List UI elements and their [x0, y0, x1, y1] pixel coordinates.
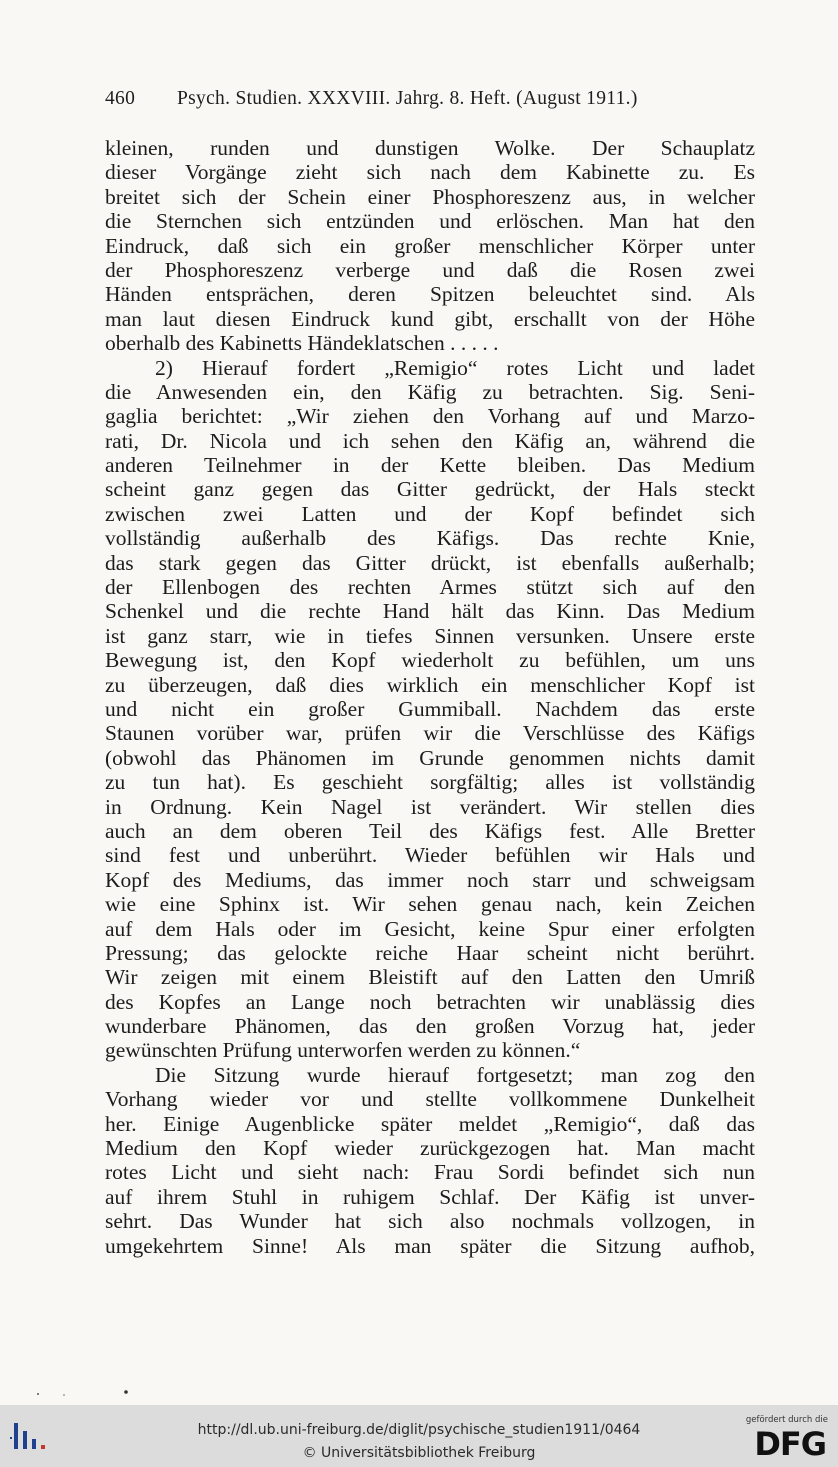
copyright-notice: © Universitätsbibliothek Freiburg — [302, 1445, 536, 1461]
text-line: in Ordnung. Kein Nagel ist verändert. Wir stellen dies — [105, 794, 755, 819]
text-line: Schenkel und die rechte Hand hält das Kinn. Das Medium — [105, 599, 755, 624]
text-line: breitet sich der Schein einer Phosphoreszenz aus, in welcher — [105, 184, 755, 209]
page-number: 460 — [105, 88, 136, 109]
text-line: oberhalb des Kabinetts Händeklatschen . . . . . — [105, 331, 499, 356]
text-line: Die Sitzung wurde hierauf fortgesetzt; man zog den — [155, 1062, 755, 1087]
text-line: auf ihrem Stuhl in ruhigem Schlaf. Der Käfig ist unver- — [105, 1184, 755, 1209]
text-line: auch an dem oberen Teil des Käfigs fest. Alle Bretter — [105, 818, 755, 843]
text-line: Händen entsprächen, deren Spitzen beleuchtet sind. Als — [105, 282, 755, 307]
text-line: ist ganz starr, wie in tiefes Sinnen versunken. Unsere erste — [105, 623, 755, 648]
text-line: und nicht ein großer Gummiball. Nachdem das erste — [105, 696, 755, 721]
text-line: Pressung; das gelockte reiche Haar scheint nicht berührt. — [105, 940, 755, 965]
text-line: auf dem Hals oder im Gesicht, keine Spur einer erfolgten — [105, 916, 755, 941]
text-line: Eindruck, daß sich ein großer menschlicher Körper unter — [105, 233, 755, 258]
text-line: Staunen vorüber war, prüfen wir die Verschlüsse des Käfigs — [105, 721, 755, 746]
text-line: rotes Licht und sieht nach: Frau Sordi befindet sich nun — [105, 1160, 755, 1185]
running-head — [105, 88, 755, 118]
text-line: vollständig außerhalb des Käfigs. Das rechte Knie, — [105, 526, 755, 551]
text-line: sehrt. Das Wunder hat sich also nochmals vollzogen, in — [105, 1209, 755, 1234]
text-line: Bewegung ist, den Kopf wiederholt zu befühlen, um uns — [105, 648, 755, 673]
text-line: zwischen zwei Latten und der Kopf befindet sich — [105, 501, 755, 526]
text-line: dieser Vorgänge zieht sich nach dem Kabinette zu. Es — [105, 160, 755, 185]
text-line: das stark gegen das Gitter drückt, ist ebenfalls außerhalb; — [105, 550, 755, 575]
text-line: der Phosphoreszenz verberge und daß die Rosen zwei — [105, 257, 755, 282]
scan-specks — [30, 1388, 150, 1398]
text-line: umgekehrtem Sinne! Als man später die Sitzung aufhob, — [105, 1233, 755, 1258]
viewer-footer — [0, 1405, 838, 1467]
text-line: gaglia berichtet: „Wir ziehen den Vorhang auf und Marzo- — [105, 404, 755, 429]
text-line: Vorhang wieder vor und stellte vollkommene Dunkelheit — [105, 1087, 755, 1112]
text-line: die Sternchen sich entzünden und erlöschen. Man hat den — [105, 209, 755, 234]
text-line: des Kopfes an Lange noch betrachten wir unablässig dies — [105, 989, 755, 1014]
text-line: gewünschten Prüfung unterworfen werden zu können.“ — [105, 1038, 581, 1063]
text-line: Medium den Kopf wieder zurückgezogen hat. Man macht — [105, 1136, 755, 1161]
text-line: Kopf des Mediums, das immer noch starr und schweigsam — [105, 867, 755, 892]
text-line: anderen Teilnehmer in der Kette bleiben. Das Medium — [105, 453, 755, 478]
text-line: rati, Dr. Nicola und ich sehen den Käfig an, während die — [105, 428, 755, 453]
funding-note: gefördert durch die — [745, 1415, 828, 1425]
text-line: man laut diesen Eindruck kund gibt, erschallt von der Höhe — [105, 306, 755, 331]
text-line: kleinen, runden und dunstigen Wolke. Der Schauplatz — [105, 136, 755, 160]
permalink[interactable]: http://dl.ub.uni-freiburg.de/diglit/psychische_studien1911/0464 — [197, 1422, 641, 1438]
text-line: scheint ganz gegen das Gitter gedrückt, der Hals steckt — [105, 477, 755, 502]
text-line: zu überzeugen, daß dies wirklich ein menschlicher Kopf ist — [105, 672, 755, 697]
text-line: Wir zeigen mit einem Bleistift auf den Latten den Umriß — [105, 965, 755, 990]
text-line: 2) Hierauf fordert „Remigio“ rotes Licht und ladet — [155, 355, 755, 380]
journal-header: Psych. Studien. XXXVIII. Jahrg. 8. Heft. (August 1911.) — [177, 88, 638, 109]
text-line: der Ellenbogen des rechten Armes stützt sich auf den — [105, 575, 755, 600]
text-line: wie eine Sphinx ist. Wir sehen genau nach, kein Zeichen — [105, 892, 755, 917]
text-line: her. Einige Augenblicke später meldet „Remigio“, daß das — [105, 1111, 755, 1136]
text-line: (obwohl das Phänomen im Grunde genommen nichts damit — [105, 745, 755, 770]
text-line: wunderbare Phänomen, das den großen Vorzug hat, jeder — [105, 1014, 755, 1039]
text-line: sind fest und unberührt. Wieder befühlen wir Hals und — [105, 843, 755, 868]
text-line: die Anwesenden ein, den Käfig zu betrachten. Sig. Seni- — [105, 379, 755, 404]
text-line: zu tun hat). Es geschieht sorgfältig; alles ist vollständig — [105, 770, 755, 795]
body-text — [105, 136, 755, 1258]
dfg-logo: DFG — [754, 1425, 826, 1463]
